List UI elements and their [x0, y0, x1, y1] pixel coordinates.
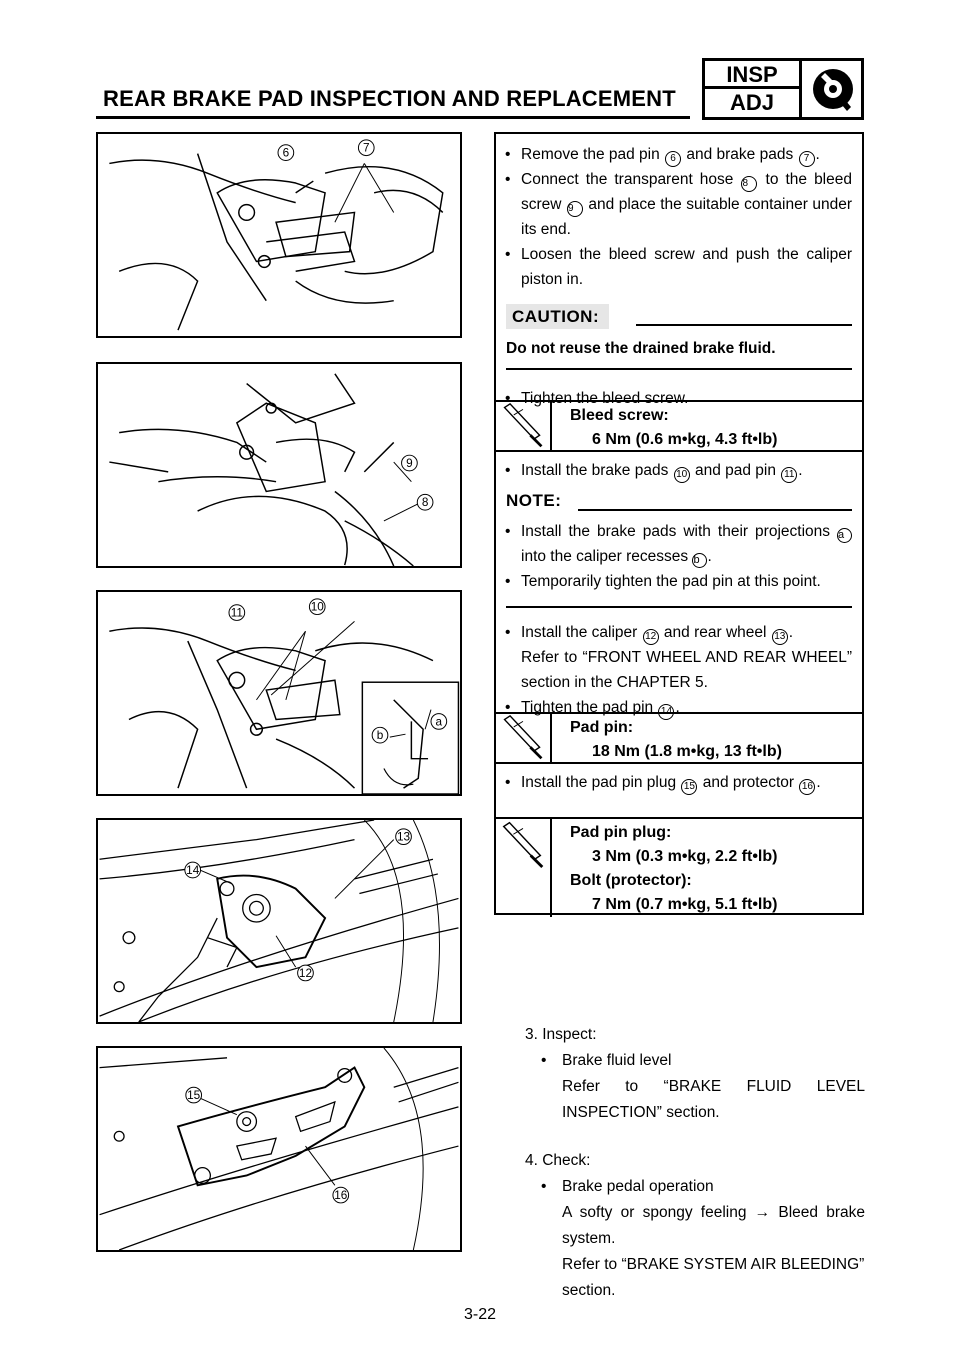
ref-14: 14	[186, 863, 200, 877]
figure-bleed-hose	[96, 362, 462, 568]
step-connect-hose: • Connect the transparent hose 8 to the bleed screw 9 and place the suitable container under its end.	[505, 171, 852, 238]
torque-value: 18 Nm (1.8 m•kg, 13 ft•lb)	[592, 743, 782, 760]
ref-8: 8	[421, 496, 429, 510]
note-label: NOTE:	[506, 491, 562, 510]
torque-label: Pad pin:	[570, 719, 634, 736]
torque-bleed-screw	[496, 400, 862, 452]
page-number: 3-22	[463, 1306, 497, 1323]
figure-install-pads	[96, 590, 462, 796]
ref-16: 16	[334, 1189, 348, 1203]
badge-insp: INSP	[705, 61, 799, 89]
section-plug	[496, 770, 862, 795]
torque-label: Bleed screw:	[570, 407, 669, 424]
ref-15: 15	[187, 1088, 201, 1102]
section-install	[496, 458, 862, 720]
step-loosen-screw: • Loosen the bleed screw and push the caliper piston in.	[505, 246, 852, 288]
inspect-reference: Refer to “BRAKE FLUID LEVEL INSPECTION” section.	[562, 1078, 865, 1121]
caution-label: CAUTION:	[506, 304, 609, 329]
torque-label: Pad pin plug:	[570, 824, 672, 841]
step-4-check: 4. Check:	[525, 1152, 591, 1169]
ref-11: 11	[230, 606, 243, 620]
torque-wrench-icon	[496, 819, 552, 917]
torque-pad-pin	[496, 712, 862, 764]
caution-heading	[506, 306, 852, 334]
figure-remove-pads	[96, 132, 462, 338]
step-install-pads: • Install the brake pads 10 and pad pin 11 .	[496, 458, 862, 483]
step-3-inspect: 3. Inspect:	[525, 1026, 597, 1043]
figure-caliper-wheel	[96, 818, 462, 1024]
torque-plug-bolt	[496, 817, 862, 915]
ref-13: 13	[396, 830, 411, 844]
note-projections: • Install the brake pads with their projections a into the caliper recesses b .	[496, 519, 862, 569]
ref-6: 6	[282, 146, 290, 160]
section-removal	[496, 142, 862, 411]
caution-text: Do not reuse the drained brake fluid.	[506, 340, 776, 357]
ref-10: 10	[310, 600, 324, 614]
check-item: • Brake pedal operation	[541, 1178, 714, 1195]
ref-a: a	[435, 715, 443, 729]
ref-7: 7	[362, 141, 370, 155]
ref-9: 9	[406, 456, 413, 470]
page-title: REAR BRAKE PAD INSPECTION AND REPLACEMENT	[103, 86, 676, 111]
check-action: A softy or spongy feeling → Bleed brake system.	[562, 1204, 865, 1247]
inspect-item: • Brake fluid level	[541, 1052, 672, 1069]
torque-wrench-icon	[496, 714, 552, 762]
inspection-steps	[525, 1022, 865, 1304]
torque-value: 6 Nm (0.6 m•kg, 4.3 ft•lb)	[592, 431, 778, 448]
step-wheel-reference: Refer to “FRONT WHEEL AND REAR WHEEL” section in the CHAPTER 5.	[521, 649, 852, 691]
torque-label: Bolt (protector):	[570, 872, 692, 889]
ref-12: 12	[298, 966, 313, 980]
step-install-plug: • Install the pad pin plug 15 and protector 16 .	[496, 770, 862, 795]
note-temporary: • Temporarily tighten the pad pin at this point.	[505, 573, 821, 590]
ref-b: b	[376, 729, 384, 743]
step-tighten-pin: • Tighten the pad pin 14 .	[496, 695, 862, 720]
note-heading	[506, 491, 852, 519]
check-reference: Refer to “BRAKE SYSTEM AIR BLEEDING” section.	[562, 1256, 865, 1299]
step-tighten-bleed: • Tighten the bleed screw.	[505, 390, 689, 407]
torque-value: 7 Nm (0.7 m•kg, 5.1 ft•lb)	[592, 896, 778, 913]
section-badge	[702, 58, 864, 120]
instruction-panel	[494, 132, 864, 915]
torque-wrench-icon	[496, 402, 552, 450]
figure-protector	[96, 1046, 462, 1252]
step-remove-pin: • Remove the pad pin 6 and brake pads 7 .	[496, 142, 862, 167]
wrench-gauge-icon	[805, 63, 861, 115]
title-rule	[96, 116, 690, 119]
badge-adj: ADJ	[729, 90, 774, 115]
step-install-caliper: • Install the caliper 12 and rear wheel 13 .	[496, 620, 862, 645]
torque-value: 3 Nm (0.3 m•kg, 2.2 ft•lb)	[592, 848, 778, 865]
